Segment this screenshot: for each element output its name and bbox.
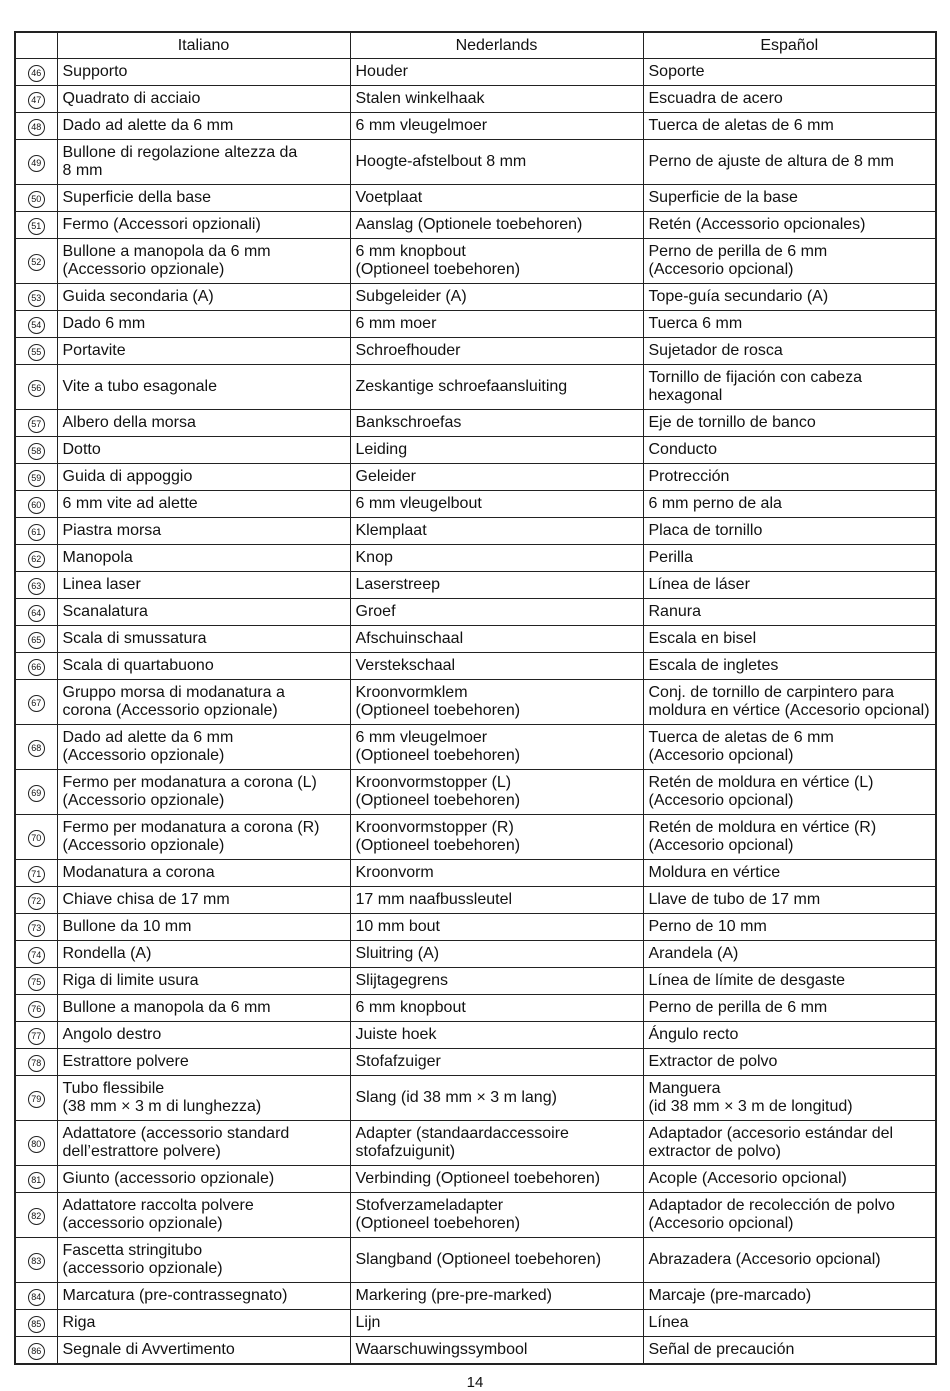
- item-number: 78: [28, 1055, 45, 1072]
- item-number-cell: [15, 1121, 57, 1166]
- item-number: 68: [28, 740, 45, 757]
- table-row: [15, 626, 936, 653]
- item-number: 80: [28, 1136, 45, 1153]
- item-number: 65: [28, 632, 45, 649]
- item-number-cell: [15, 1022, 57, 1049]
- spanish-term: Conj. de tornillo de carpintero para moldura en vértice (Accesorio opcional): [643, 680, 936, 725]
- item-number-cell: [15, 311, 57, 338]
- table-row: [15, 140, 936, 185]
- spanish-term: Línea: [643, 1310, 936, 1337]
- table-row: [15, 725, 936, 770]
- item-number-cell: [15, 860, 57, 887]
- dutch-term: Kroonvorm: [350, 860, 643, 887]
- table-row: [15, 284, 936, 311]
- item-number: 76: [28, 1001, 45, 1018]
- item-number: 72: [28, 893, 45, 910]
- item-number-cell: [15, 365, 57, 410]
- table-row: [15, 491, 936, 518]
- dutch-term: Afschuinschaal: [350, 626, 643, 653]
- spanish-term: Adaptador (accesorio estándar del extractor de polvo): [643, 1121, 936, 1166]
- italian-term: Guida secondaria (A): [57, 284, 350, 311]
- dutch-term: Aanslag (Optionele toebehoren): [350, 212, 643, 239]
- table-row: [15, 1076, 936, 1121]
- spanish-term: Placa de tornillo: [643, 518, 936, 545]
- table-row: [15, 518, 936, 545]
- item-number: 57: [28, 416, 45, 433]
- dutch-term: Houder: [350, 59, 643, 86]
- spanish-term: Perno de perilla de 6 mm: [643, 995, 936, 1022]
- italian-term: Albero della morsa: [57, 410, 350, 437]
- item-number-cell: [15, 338, 57, 365]
- dutch-term: Bankschroefas: [350, 410, 643, 437]
- spanish-term: Tuerca de aletas de 6 mm: [643, 113, 936, 140]
- item-number: 53: [28, 290, 45, 307]
- table-row: [15, 338, 936, 365]
- item-number-cell: [15, 725, 57, 770]
- dutch-term: Laserstreep: [350, 572, 643, 599]
- item-number-cell: [15, 284, 57, 311]
- italian-term: Chiave chisa de 17 mm: [57, 887, 350, 914]
- item-number-cell: [15, 464, 57, 491]
- parts-table: [14, 31, 937, 1365]
- item-number-cell: [15, 1166, 57, 1193]
- dutch-term: 17 mm naafbussleutel: [350, 887, 643, 914]
- item-number-cell: [15, 1310, 57, 1337]
- spanish-term: Llave de tubo de 17 mm: [643, 887, 936, 914]
- table-row: [15, 941, 936, 968]
- spanish-term: 6 mm perno de ala: [643, 491, 936, 518]
- item-number-cell: [15, 599, 57, 626]
- item-number-cell: [15, 410, 57, 437]
- italian-term: Vite a tubo esagonale: [57, 365, 350, 410]
- dutch-term: Subgeleider (A): [350, 284, 643, 311]
- header-italiano: Italiano: [57, 32, 350, 59]
- item-number: 55: [28, 344, 45, 361]
- item-number-cell: [15, 113, 57, 140]
- italian-term: Dotto: [57, 437, 350, 464]
- table-row: [15, 1121, 936, 1166]
- spanish-term: Ranura: [643, 599, 936, 626]
- item-number: 86: [28, 1343, 45, 1360]
- italian-term: Giunto (accessorio opzionale): [57, 1166, 350, 1193]
- italian-term: Quadrato di acciaio: [57, 86, 350, 113]
- spanish-term: Soporte: [643, 59, 936, 86]
- table-row: [15, 1049, 936, 1076]
- table-row: [15, 437, 936, 464]
- table-row: [15, 1283, 936, 1310]
- italian-term: Dado ad alette da 6 mm (Accessorio opzionale): [57, 725, 350, 770]
- spanish-term: Extractor de polvo: [643, 1049, 936, 1076]
- table-row: [15, 599, 936, 626]
- dutch-term: Leiding: [350, 437, 643, 464]
- item-number-cell: [15, 572, 57, 599]
- item-number: 47: [28, 92, 45, 109]
- italian-term: Segnale di Avvertimento: [57, 1337, 350, 1365]
- item-number-cell: [15, 680, 57, 725]
- table-row: [15, 1238, 936, 1283]
- italian-term: Bullone a manopola da 6 mm (Accessorio opzionale): [57, 239, 350, 284]
- italian-term: Bullone a manopola da 6 mm: [57, 995, 350, 1022]
- italian-term: Manopola: [57, 545, 350, 572]
- item-number: 71: [28, 866, 45, 883]
- table-row: [15, 653, 936, 680]
- spanish-term: Abrazadera (Accesorio opcional): [643, 1238, 936, 1283]
- item-number: 73: [28, 920, 45, 937]
- dutch-term: Klemplaat: [350, 518, 643, 545]
- dutch-term: Knop: [350, 545, 643, 572]
- item-number-cell: [15, 1283, 57, 1310]
- dutch-term: Verbinding (Optioneel toebehoren): [350, 1166, 643, 1193]
- dutch-term: Slang (id 38 mm × 3 m lang): [350, 1076, 643, 1121]
- spanish-term: Perno de perilla de 6 mm (Accesorio opcional): [643, 239, 936, 284]
- header-row: [15, 32, 936, 59]
- item-number: 81: [28, 1172, 45, 1189]
- spanish-term: Acople (Accesorio opcional): [643, 1166, 936, 1193]
- item-number: 67: [28, 695, 45, 712]
- dutch-term: 10 mm bout: [350, 914, 643, 941]
- table-row: [15, 860, 936, 887]
- spanish-term: Sujetador de rosca: [643, 338, 936, 365]
- spanish-term: Marcaje (pre-marcado): [643, 1283, 936, 1310]
- table-row: [15, 59, 936, 86]
- item-number: 51: [28, 218, 45, 235]
- item-number: 83: [28, 1253, 45, 1270]
- italian-term: Angolo destro: [57, 1022, 350, 1049]
- item-number-cell: [15, 653, 57, 680]
- dutch-term: Waarschuwingssymbool: [350, 1337, 643, 1365]
- item-number: 79: [28, 1091, 45, 1108]
- italian-term: Adattatore raccolta polvere (accessorio opzionale): [57, 1193, 350, 1238]
- dutch-term: 6 mm vleugelmoer: [350, 113, 643, 140]
- italian-term: Adattatore (accessorio standard dell’estrattore polvere): [57, 1121, 350, 1166]
- dutch-term: Verstekschaal: [350, 653, 643, 680]
- spanish-term: Tuerca 6 mm: [643, 311, 936, 338]
- spanish-term: Arandela (A): [643, 941, 936, 968]
- italian-term: Marcatura (pre-contrassegnato): [57, 1283, 350, 1310]
- item-number: 75: [28, 974, 45, 991]
- dutch-term: Kroonvormstopper (L) (Optioneel toebehoren): [350, 770, 643, 815]
- italian-term: Linea laser: [57, 572, 350, 599]
- table-row: [15, 914, 936, 941]
- table-row: [15, 1166, 936, 1193]
- item-number-cell: [15, 59, 57, 86]
- item-number-cell: [15, 914, 57, 941]
- item-number-cell: [15, 185, 57, 212]
- italian-term: Fascetta stringitubo (accessorio opzionale): [57, 1238, 350, 1283]
- table-row: [15, 887, 936, 914]
- item-number: 84: [28, 1289, 45, 1306]
- italian-term: Dado ad alette da 6 mm: [57, 113, 350, 140]
- item-number-cell: [15, 545, 57, 572]
- italian-term: Bullone da 10 mm: [57, 914, 350, 941]
- italian-term: Scala di quartabuono: [57, 653, 350, 680]
- dutch-term: Adapter (standaardaccessoire stofafzuigunit): [350, 1121, 643, 1166]
- dutch-term: 6 mm knopbout: [350, 995, 643, 1022]
- item-number: 52: [28, 254, 45, 271]
- italian-term: Dado 6 mm: [57, 311, 350, 338]
- italian-term: Portavite: [57, 338, 350, 365]
- item-number-cell: [15, 815, 57, 860]
- item-number: 64: [28, 605, 45, 622]
- item-number-cell: [15, 86, 57, 113]
- spanish-term: Perno de 10 mm: [643, 914, 936, 941]
- italian-term: Riga: [57, 1310, 350, 1337]
- italian-term: Modanatura a corona: [57, 860, 350, 887]
- spanish-term: Manguera (id 38 mm × 3 m de longitud): [643, 1076, 936, 1121]
- item-number-cell: [15, 1337, 57, 1365]
- dutch-term: Geleider: [350, 464, 643, 491]
- item-number-cell: [15, 626, 57, 653]
- item-number: 62: [28, 551, 45, 568]
- table-row: [15, 185, 936, 212]
- dutch-term: Slijtagegrens: [350, 968, 643, 995]
- dutch-term: 6 mm vleugelbout: [350, 491, 643, 518]
- spanish-term: Línea de láser: [643, 572, 936, 599]
- spanish-term: Ángulo recto: [643, 1022, 936, 1049]
- dutch-term: Stalen winkelhaak: [350, 86, 643, 113]
- italian-term: Riga di limite usura: [57, 968, 350, 995]
- italian-term: Rondella (A): [57, 941, 350, 968]
- dutch-term: Stofverzameladapter (Optioneel toebehoren): [350, 1193, 643, 1238]
- header-espanol: Español: [643, 32, 936, 59]
- dutch-term: Kroonvormklem (Optioneel toebehoren): [350, 680, 643, 725]
- table-row: [15, 464, 936, 491]
- table-row: [15, 1022, 936, 1049]
- item-number: 66: [28, 659, 45, 676]
- table-row: [15, 545, 936, 572]
- spanish-term: Conducto: [643, 437, 936, 464]
- italian-term: Scanalatura: [57, 599, 350, 626]
- spanish-term: Tuerca de aletas de 6 mm (Accesorio opcional): [643, 725, 936, 770]
- item-number: 49: [28, 155, 45, 172]
- spanish-term: Escala en bisel: [643, 626, 936, 653]
- italian-term: Guida di appoggio: [57, 464, 350, 491]
- italian-term: Fermo per modanatura a corona (R) (Accessorio opzionale): [57, 815, 350, 860]
- header-nederlands: Nederlands: [350, 32, 643, 59]
- item-number-cell: [15, 887, 57, 914]
- spanish-term: Retén de moldura en vértice (R) (Accesorio opcional): [643, 815, 936, 860]
- table-row: [15, 968, 936, 995]
- table-row: [15, 1193, 936, 1238]
- table-row: [15, 410, 936, 437]
- spanish-term: Escala de ingletes: [643, 653, 936, 680]
- table-row: [15, 770, 936, 815]
- dutch-term: 6 mm moer: [350, 311, 643, 338]
- table-row: [15, 995, 936, 1022]
- dutch-term: Groef: [350, 599, 643, 626]
- item-number: 63: [28, 578, 45, 595]
- item-number: 54: [28, 317, 45, 334]
- item-number-cell: [15, 941, 57, 968]
- italian-term: Supporto: [57, 59, 350, 86]
- item-number-cell: [15, 212, 57, 239]
- table-row: [15, 86, 936, 113]
- spanish-term: Escuadra de acero: [643, 86, 936, 113]
- dutch-term: 6 mm knopbout (Optioneel toebehoren): [350, 239, 643, 284]
- italian-term: Fermo (Accessori opzionali): [57, 212, 350, 239]
- spanish-term: Línea de límite de desgaste: [643, 968, 936, 995]
- italian-term: 6 mm vite ad alette: [57, 491, 350, 518]
- item-number-cell: [15, 1049, 57, 1076]
- table-row: [15, 239, 936, 284]
- spanish-term: Retén (Accessorio opcionales): [643, 212, 936, 239]
- spanish-term: Tornillo de fijación con cabeza hexagonal: [643, 365, 936, 410]
- dutch-term: Zeskantige schroefaansluiting: [350, 365, 643, 410]
- item-number: 77: [28, 1028, 45, 1045]
- spanish-term: Retén de moldura en vértice (L) (Accesorio opcional): [643, 770, 936, 815]
- item-number: 56: [28, 380, 45, 397]
- spanish-term: Moldura en vértice: [643, 860, 936, 887]
- italian-term: Estrattore polvere: [57, 1049, 350, 1076]
- table-row: [15, 1310, 936, 1337]
- spanish-term: Adaptador de recolección de polvo (Accesorio opcional): [643, 1193, 936, 1238]
- table-row: [15, 1337, 936, 1365]
- item-number-cell: [15, 1076, 57, 1121]
- italian-term: Gruppo morsa di modanatura a corona (Accessorio opzionale): [57, 680, 350, 725]
- item-number: 48: [28, 119, 45, 136]
- table-row: [15, 212, 936, 239]
- page-number: 14: [466, 1374, 484, 1391]
- item-number-cell: [15, 491, 57, 518]
- item-number-cell: [15, 437, 57, 464]
- italian-term: Scala di smussatura: [57, 626, 350, 653]
- table-row: [15, 113, 936, 140]
- dutch-term: Stofafzuiger: [350, 1049, 643, 1076]
- spanish-term: Eje de tornillo de banco: [643, 410, 936, 437]
- item-number: 50: [28, 191, 45, 208]
- spanish-term: Protrección: [643, 464, 936, 491]
- item-number: 69: [28, 785, 45, 802]
- table-row: [15, 680, 936, 725]
- item-number-cell: [15, 770, 57, 815]
- table-row: [15, 815, 936, 860]
- dutch-term: Lijn: [350, 1310, 643, 1337]
- item-number-cell: [15, 518, 57, 545]
- dutch-term: Juiste hoek: [350, 1022, 643, 1049]
- italian-term: Superficie della base: [57, 185, 350, 212]
- item-number: 85: [28, 1316, 45, 1333]
- italian-term: Bullone di regolazione altezza da 8 mm: [57, 140, 350, 185]
- dutch-term: Markering (pre-pre-marked): [350, 1283, 643, 1310]
- item-number: 74: [28, 947, 45, 964]
- table-row: [15, 365, 936, 410]
- spanish-term: Señal de precaución: [643, 1337, 936, 1365]
- dutch-term: 6 mm vleugelmoer (Optioneel toebehoren): [350, 725, 643, 770]
- item-number: 82: [28, 1208, 45, 1225]
- item-number: 70: [28, 830, 45, 847]
- spanish-term: Perilla: [643, 545, 936, 572]
- item-number-cell: [15, 239, 57, 284]
- spanish-term: Superficie de la base: [643, 185, 936, 212]
- dutch-term: Voetplaat: [350, 185, 643, 212]
- dutch-term: Sluitring (A): [350, 941, 643, 968]
- item-number: 61: [28, 524, 45, 541]
- dutch-term: Hoogte-afstelbout 8 mm: [350, 140, 643, 185]
- table-row: [15, 311, 936, 338]
- italian-term: Tubo flessibile (38 mm × 3 m di lunghezza): [57, 1076, 350, 1121]
- dutch-term: Schroefhouder: [350, 338, 643, 365]
- item-number-cell: [15, 968, 57, 995]
- item-number: 58: [28, 443, 45, 460]
- item-number-cell: [15, 995, 57, 1022]
- italian-term: Piastra morsa: [57, 518, 350, 545]
- dutch-term: Slangband (Optioneel toebehoren): [350, 1238, 643, 1283]
- item-number: 60: [28, 497, 45, 514]
- item-number: 46: [28, 65, 45, 82]
- item-number-cell: [15, 1193, 57, 1238]
- item-number-cell: [15, 1238, 57, 1283]
- dutch-term: Kroonvormstopper (R) (Optioneel toebehoren): [350, 815, 643, 860]
- item-number-cell: [15, 140, 57, 185]
- spanish-term: Tope-guía secundario (A): [643, 284, 936, 311]
- header-number: [15, 32, 57, 59]
- spanish-term: Perno de ajuste de altura de 8 mm: [643, 140, 936, 185]
- table-row: [15, 572, 936, 599]
- italian-term: Fermo per modanatura a corona (L) (Accessorio opzionale): [57, 770, 350, 815]
- item-number: 59: [28, 470, 45, 487]
